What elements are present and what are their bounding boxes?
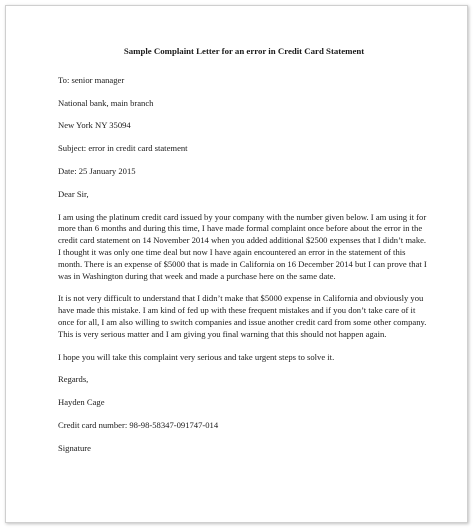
letter-content <box>58 46 430 466</box>
subject-line: Subject: error in credit card statement <box>58 143 188 154</box>
closing: Regards, <box>58 374 89 385</box>
salutation: Dear Sir, <box>58 188 89 199</box>
date-line: Date: 25 January 2015 <box>58 165 136 176</box>
body-paragraph-2: It is not very difficult to understand that I didn’t make that $5000 expense in California and obviously you have made this mistake. I am kind of fed up with these frequent mistakes and if you don’t take care of it once for all, I am also willing to switch companies and issue another credit card from some other company. This is very serious matter and I am giving you final warning that this should not happen again. <box>58 293 427 339</box>
city-line: New York NY 35094 <box>58 120 131 131</box>
card-number-line: Credit card number: 98-98-58347-091747-014 <box>58 419 219 430</box>
signature-line: Signature <box>58 442 91 453</box>
letter-page <box>5 5 468 523</box>
letter-title: Sample Complaint Letter for an error in Credit Card Statement <box>123 46 365 56</box>
sender-name: Hayden Cage <box>58 397 105 408</box>
body-paragraph-1: I am using the platinum credit card issued by your company with the number given below. I am using it for more than 6 months and during this time, I have made formal complaint once before about the error in the credit card statement on 14 November 2014 when you added additional $2500 expenses that I didn’t make. I thought it was only one time deal but now I have again encountered an error in the statement of this month. There is an expense of $5000 that is made in California on 16 December 2014 but I can prove that I was in Washington during that week and made a purchase here on the same date. <box>58 211 427 281</box>
body-paragraph-3: I hope you will take this complaint very serious and take urgent steps to solve it. <box>58 351 335 362</box>
recipient-line: To: senior manager <box>58 74 125 85</box>
bank-line: National bank, main branch <box>58 97 154 108</box>
